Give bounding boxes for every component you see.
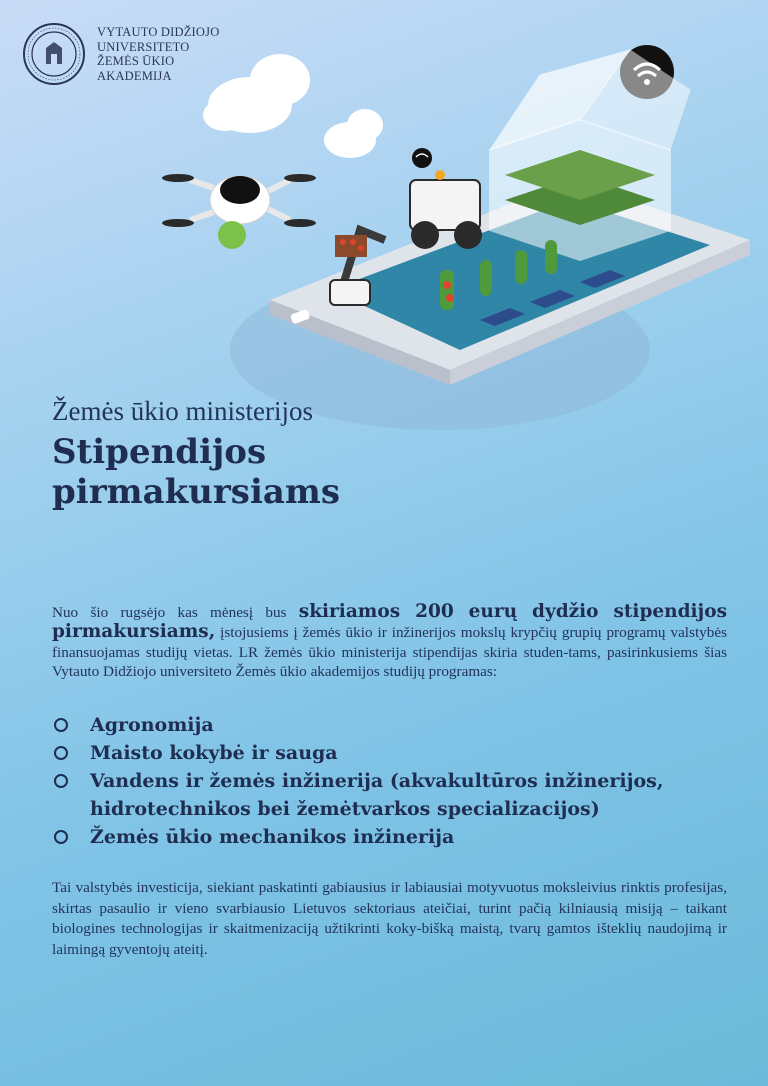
intro-rest: įstojusiems į žemės ūkio ir inžinerijos mokslų krypčių grupių programų valstybės finansuojamas studijų vietas. LR žemės ūkio ministerija stipendijas skiria studen-tams, pasirinkusiems šias Vytauto Didžiojo universiteto Žemės ūkio akademijos studijų programas: [52, 624, 727, 681]
drone-icon [162, 174, 316, 249]
intro-highlight: skiriamos 200 eurų dydžio stipendijos pirmakursiams, [52, 601, 728, 643]
smart-farming-illustration [150, 30, 760, 430]
intro-paragraph [52, 602, 727, 682]
list-item [52, 767, 742, 823]
program-name-continued: hidrotechnikos bei žemėtvarkos specializacijos) [90, 798, 600, 820]
closing-paragraph: Tai valstybės investicija, siekiant paskatinti gabiausius ir labiausiai motyvuotus moksleivius rinktis profesijas, skirtas pasaulio ir vieno svarbiausio Lietuvos sektoriaus ateičiai, turint pačią kilniausią misiją – taikant biologines technologijas ir skaitmenizaciją užtikrinti koky-bišką maistą, tvarų gamtos išteklių naudojimą ir laimingą gyventojų ateitį. [52, 879, 727, 958]
small-wifi-icon [412, 148, 432, 168]
org-line: UNIVERSITETO [97, 39, 190, 54]
org-line: AKADEMIJA [97, 68, 172, 83]
title-line: Stipendijos [52, 432, 267, 472]
list-item [52, 739, 742, 767]
circle-bullet-icon [54, 774, 68, 788]
circle-bullet-icon [54, 830, 68, 844]
org-line: VYTAUTO DIDŽIOJO [97, 25, 220, 39]
program-name: Vandens ir žemės inžinerija (akvakultūros inžinerijos, [90, 770, 664, 792]
cloud-icon [203, 54, 310, 133]
org-line: ŽEMĖS ŪKIO [97, 54, 175, 68]
program-name: Žemės ūkio mechanikos inžinerija [90, 826, 455, 848]
program-name: Agronomija [90, 714, 214, 736]
circle-bullet-icon [54, 746, 68, 760]
list-item [52, 823, 742, 851]
cloud-icon [324, 109, 383, 158]
page-title [52, 432, 340, 512]
university-seal-icon [22, 22, 86, 86]
program-name: Maisto kokybė ir sauga [90, 742, 338, 764]
greenhouse-icon [490, 50, 690, 260]
heading-kicker: Žemės ūkio ministerijos [52, 396, 313, 426]
circle-bullet-icon [54, 718, 68, 732]
intro-lead: Nuo šio rugsėjo kas mėnesį bus [52, 604, 287, 621]
list-item [52, 711, 742, 739]
title-line: pirmakursiams [52, 472, 341, 512]
program-list [52, 711, 742, 851]
